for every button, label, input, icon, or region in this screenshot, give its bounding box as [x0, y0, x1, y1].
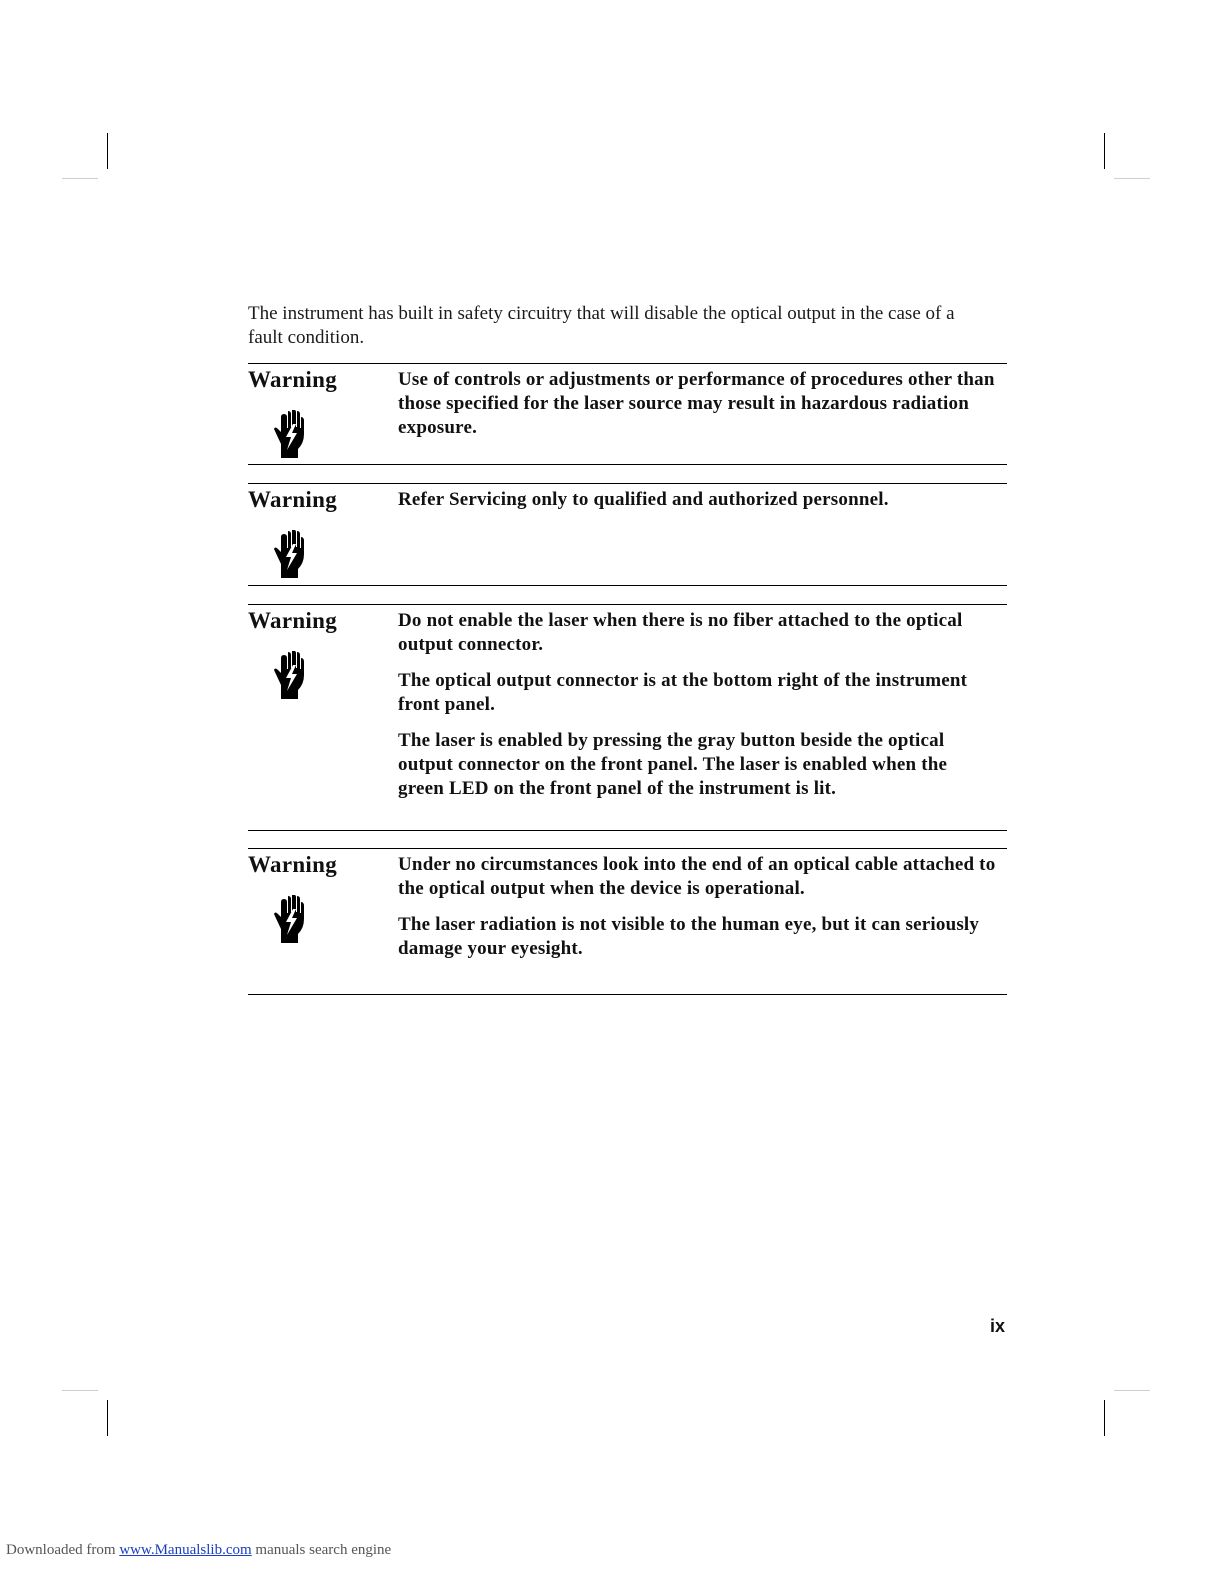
warning-box	[248, 363, 1007, 465]
hand-lightning-icon	[273, 895, 307, 945]
crop-mark	[1104, 133, 1105, 169]
warning-text	[398, 368, 998, 440]
download-footer	[6, 1542, 391, 1559]
warning-paragraph: Refer Servicing only to qualified and authorized personnel.	[398, 489, 889, 510]
crop-mark	[107, 1400, 108, 1436]
warning-paragraph: Use of controls or adjustments or performance of procedures other than those specified for the laser source may result in hazardous radiation exposure.	[398, 369, 995, 438]
hand-lightning-icon	[273, 651, 307, 701]
warning-label: Warning	[248, 852, 338, 877]
crop-mark	[107, 133, 108, 169]
warning-label: Warning	[248, 608, 338, 633]
footer-suffix: manuals search engine	[255, 1542, 392, 1558]
crop-mark	[1104, 1400, 1105, 1436]
footer-prefix: Downloaded from	[6, 1542, 116, 1558]
warning-paragraph: The laser is enabled by pressing the gray button beside the optical output connector on the front panel. The laser is enabled when the green LED on the front panel of the instrument is lit.	[398, 730, 948, 799]
crop-mark	[1114, 1390, 1150, 1391]
warning-label: Warning	[248, 487, 338, 512]
warning-box	[248, 848, 1007, 995]
warning-paragraph: Do not enable the laser when there is no fiber attached to the optical output connector.	[398, 610, 963, 655]
hand-lightning-icon	[273, 410, 307, 460]
crop-mark	[62, 178, 98, 179]
warning-box	[248, 604, 1007, 831]
intro-paragraph: The instrument has built in safety circuitry that will disable the optical output in the case of a fault condition.	[248, 303, 955, 348]
warning-paragraph: The optical output connector is at the bottom right of the instrument front panel.	[398, 670, 968, 715]
page-number: ix	[990, 1316, 1006, 1336]
warning-paragraph: Under no circumstances look into the end of an optical cable attached to the optical output when the device is operational.	[398, 854, 996, 899]
crop-mark	[62, 1390, 98, 1391]
warning-text	[398, 609, 998, 801]
warning-label: Warning	[248, 367, 338, 392]
warning-box	[248, 483, 1007, 586]
hand-lightning-icon	[273, 530, 307, 580]
warning-text	[398, 853, 998, 961]
manualslib-link[interactable]: www.Manualslib.com	[119, 1542, 252, 1558]
crop-mark	[1114, 178, 1150, 179]
warning-text	[398, 488, 998, 512]
warning-paragraph: The laser radiation is not visible to the human eye, but it can seriously damage your eyesight.	[398, 914, 980, 959]
